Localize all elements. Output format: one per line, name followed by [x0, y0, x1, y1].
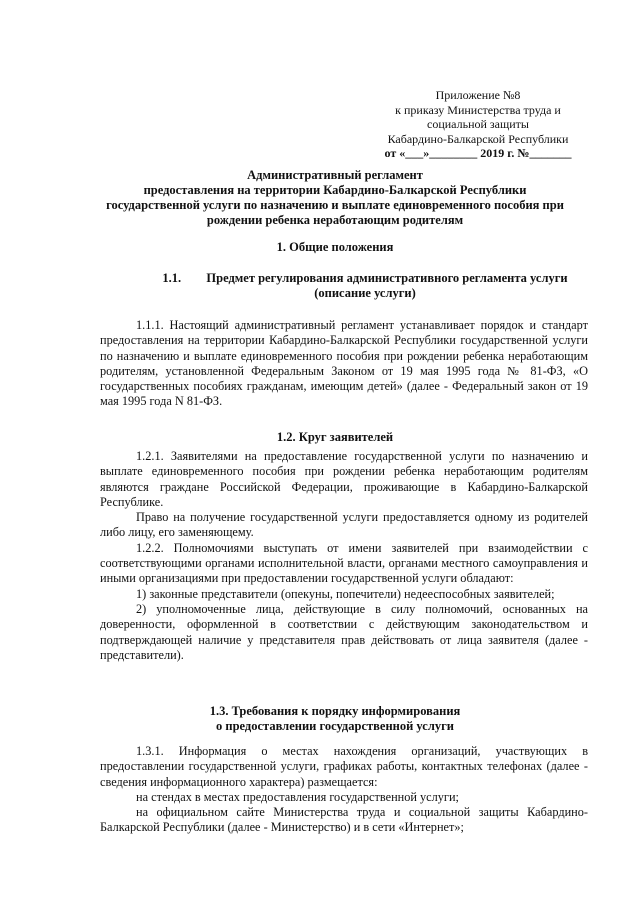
paragraph: 1.1.1. Настоящий административный регламент устанавливает порядок и стандарт предоставления на территории Кабардино-Балкарской Республики государственной услуги по назначению и выплате единовременного пособия при рождении ребенка неработающим родителям, установленной Федеральным Законом от 19 мая 1995 года № 81-ФЗ, «О государственных пособиях гражданам, имеющим детей» (далее - Федеральный закон от 19 мая 1995 года N 81-ФЗ.	[100, 318, 588, 409]
heading-line: о предоставлении государственной услуги	[216, 719, 454, 733]
section-heading	[95, 704, 575, 734]
title-line: Административный регламент	[247, 168, 423, 182]
paragraph: 1.2.1. Заявителями на предоставление государственной услуги по назначению и выплате единовременного пособия при рождении ребенка неработающим родителям являются граждане Российской Федерации, проживающие в Кабардино-Балкарской Республике.	[100, 449, 588, 509]
document-title	[95, 168, 575, 228]
paragraph: 1) законные представители (опекуны, попечители) недееспособных заявителей;	[136, 586, 555, 601]
paragraph: Право на получение государственной услуги предоставляется одному из родителей либо лицу, его заменяющему.	[100, 510, 588, 540]
section-heading: 1. Общие положения	[276, 240, 394, 254]
section-heading: 1.2. Круг заявителей	[276, 430, 394, 444]
heading-line: 1.3. Требования к порядку информирования	[209, 704, 461, 718]
annex-block	[378, 88, 578, 161]
annex-line: к приказу Министерства труда и	[395, 102, 561, 117]
section-body	[100, 449, 588, 663]
paragraph: 1.2.2. Полномочиями выступать от имени заявителей при взаимодействии с соответствующими органами исполнительной власти, органами местного самоуправления и иными организациями при предоставлении государственной услуги обладают:	[100, 540, 588, 586]
annex-line: Приложение №8	[435, 88, 521, 102]
subsection-title: Предмет регулирования административного регламента услуги	[206, 271, 568, 285]
subsection-subtitle: (описание услуги)	[314, 286, 416, 300]
subsection-heading	[150, 271, 580, 301]
annex-line: социальной защиты	[427, 117, 529, 131]
title-line: рождении ребенка неработающим родителям	[206, 213, 464, 227]
section-body	[100, 318, 588, 410]
subsection-number: 1.1.	[162, 271, 182, 285]
annex-line: Кабардино-Балкарской Республики	[387, 131, 569, 146]
title-line: государственной услуги по назначению и выплате единовременного пособия при	[106, 198, 564, 212]
annex-date-line: от «___»________ 2019 г. №_______	[384, 146, 572, 160]
paragraph: на официальном сайте Министерства труда и социальной защиты Кабардино-Балкарской Республики (далее - Министерство) и в сети «Интернет»;	[100, 805, 588, 835]
paragraph: 2) уполномоченные лица, действующие в силу полномочий, основанных на доверенности, оформленной в соответствии с действующим законодательством и подтверждающей наличие у представителя прав действовать от лица заявителя (далее - представители).	[100, 601, 588, 662]
paragraph: 1.3.1. Информация о местах нахождения организаций, участвующих в предоставлении государственной услуги, графиках работы, контактных телефонах (далее - сведения информационного характера) размещается:	[100, 744, 588, 789]
section-body	[100, 744, 588, 836]
title-line: предоставления на территории Кабардино-Балкарской Республики	[143, 183, 527, 197]
paragraph: на стендах в местах предоставления государственной услуги;	[136, 789, 459, 804]
